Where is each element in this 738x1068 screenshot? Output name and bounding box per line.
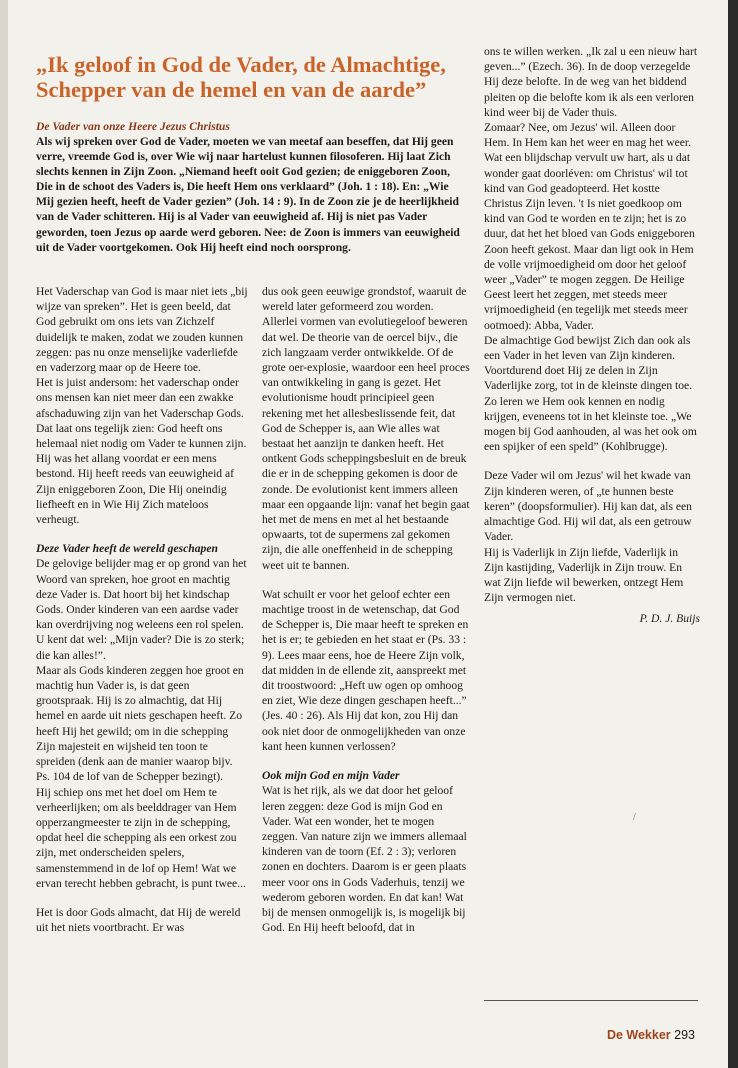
author-signature: P. D. J. Buijs <box>639 612 700 626</box>
column-right <box>484 44 700 627</box>
paragraph: Het is juist andersom: het vaderschap onder ons mensen kan niet meer dan een zwakke afschaduwing zijn van het Vaderschap Gods. <box>36 376 244 420</box>
article-intro: Als wij spreken over God de Vader, moeten we van meetaf aan beseffen, dat Hij geen verre, vreemde God is, over Wie wij naar hartelust kunnen filosoferen. Hij laat Zich slechts kennen in Zijn Zoon. „Niemand heeft ooit God gezien; de eniggeboren Zoon, Die in de schoot des Vaders is, Die heeft Hem ons verklaard” (Joh. 1 : 18). En: „Wie Mij gezien heeft, heeft de Vader gezien” (Joh. 14 : 9). In de Zoon zie je de heerlijkheid van de Vader schitteren. Hij is al Vader van eeuwigheid af. Hij is niet pas Vader geworden, toen Jezus op aarde werd geboren. Nee: de Zoon is immers van eeuwigheid uit de Vader voortgekomen. Ook Hij heeft eind noch oorsprong. <box>36 135 460 254</box>
page-footer <box>560 1028 695 1042</box>
paragraph: dus ook geen eeuwige grondstof, waaruit de wereld later geformeerd zou worden. Allerlei vormen van evolutiegeloof beweren dat wel. De theorie van de oercel bijv., die zich langzaam verder ontwikkelde. Of de grote oer-explosie, waardoor een heel proces van ontwikkeling in gang is gezet. Het evolutionisme houdt principieel geen rekening met het allesbeslissende feit, dat God de Schepper is, aan Wie alles wat bestaat het aanzijn te danken heeft. Het ontkent Gods scheppingsbesluit en de breuk die er in de schepping gekomen is door de zonde. De evolutionist kent immers alleen maar een opgaande lijn: vanaf het begin gaat het met de mens en met al het bestaande opwaarts, tot de supermens zal gekomen zijn, die alle oneffenheid in de schepping weet uit te bannen. <box>262 285 470 572</box>
footer-rule <box>484 1000 698 1001</box>
paragraph: Het Vaderschap van God is maar niet iets „bij wijze van spreken”. Het is geen beeld, dat God gebruikt om ons iets van Zichzelf duidelijk te maken, zodat we zouden kunnen zeggen: pas nu onze menselijke vaderliefde en vaderzorg maar op de Heere toe. <box>36 285 248 375</box>
paragraph: Dat laat ons tegelijk zien: God heeft ons helemaal niet nodig om Vader te kunnen zijn. Hij was het allang voordat er een mens bestond. Hij heeft reeds van eeuwigheid af Zijn eniggeboren Zoon, Die Hij oneindig liefheeft en in Wie Hij Zich mateloos verheugt. <box>36 421 247 527</box>
paragraph: Hij is Vaderlijk in Zijn liefde, Vaderlijk in Zijn kastijding, Vaderlijk in Zijn trouw. En wat Zijn liefde wil bewerken, ontzegt Hem Zijn vermogen niet. <box>484 545 684 605</box>
spacer <box>36 891 249 905</box>
paragraph: ons te willen werken. „Ik zal u een nieuw hart geven...” (Ezech. 36). In de doop verzegelde Hij deze belofte. In de weg van het biddend pleiten op die belofte kom ik als een verloren kind weer bij de Vader thuis. <box>484 45 698 119</box>
column-left <box>36 284 249 935</box>
paragraph: Maar als Gods kinderen zeggen hoe groot en machtig hun Vader is, is dat geen grootspraak. Hij is zo almachtig, dat Hij hemel en aarde uit niets geschapen heeft. Zo heeft Hij het gewild; om in die schepping Zijn majesteit en wijsheid ten toon te spreiden (denk aan de manier waarop bijv. Ps. 104 de lof van de Schepper bezingt). <box>36 663 244 784</box>
spacer <box>262 754 470 768</box>
paragraph: Zomaar? Nee, om Jezus' wil. Alleen door Hem. In Hem kan het weer en mag het weer. Wat een blijdschap vervult uw hart, als u dat wonder gaat doorléven: om Christus' wil tot kind van God geadopteerd. Het kostte Christus Zijn leven. 't Is niet goedkoop om kind van God te worden en te zijn; het is zo duur, dat het het bloed van Gods eniggeboren Zoon heeft gekost. Maar dan ligt ook in Hem de volle vrijmoedigheid om door het geloof weer „Vader” te mogen zeggen. De Heilige Geest leert het zeggen, met steeds meer vrijmoedigheid (en tegelijk met steeds meer ootmoed): Abba, Vader. <box>484 121 695 332</box>
page-right-edge <box>728 0 738 1068</box>
paragraph: Wat is het rijk, als we dat door het geloof leren zeggen: deze God is mijn God en Vader. Wat een wonder, het te mogen zeggen. Van nature zijn we immers allemaal kinderen van de toorn (Ef. 2 : 3); verloren zonen en dochters. Daarom is er geen plaats meer voor ons in Gods Vaderhuis, tenzij we wederom geboren worden. En dat kan! Wat bij de mensen onmogelijk is, is mogelijk bij God. En Hij heeft beloofd, dat in <box>262 784 467 935</box>
paragraph: Wat schuilt er voor het geloof echter een machtige troost in de wetenschap, dat God de Schepper is, Die maar heeft te spreken en het is er; te gebieden en het staat er (Ps. 33 : 9). Lees maar eens, hoe de Heere Zijn volk, dat midden in de ellende zit, aanspreekt met dit troostwoord: „Heft uw ogen op omhoog en ziet, Wie deze dingen geschapen heeft...” (Jes. 40 : 26). Als Hij dat kon, zou Hij dan ook niet door de onmogelijkheden van onze kant heen kunnen verlossen? <box>262 587 469 753</box>
paragraph: Hij schiep ons met het doel om Hem te verheerlijken; om als beelddrager van Hem opperzangmeester te zijn in de schepping, opdat heel die schepping als een orkest zou zijn, met onderscheiden spelers, samenstemmend in de lof op Hem! Wat we ervan terecht hebben gebracht, is punt twee... <box>36 785 246 890</box>
section-heading: Deze Vader heeft de wereld geschapen <box>36 542 218 556</box>
page-left-edge <box>0 0 8 1068</box>
paragraph: Deze Vader wil om Jezus' wil het kwade van Zijn kinderen weren, of „te hunnen beste keren” (doopsformulier). Hij kan dat, als een almachtige God. Hij wil dat, als een getrouw Vader. <box>484 469 692 544</box>
article-subtitle: De Vader van onze Heere Jezus Christus <box>36 120 230 133</box>
column-middle <box>262 284 470 935</box>
paragraph: De gelovige belijder mag er op grond van het Woord van spreken, hoe groot en machtig deze Vader is. Dat hoort bij het kindschap Gods. Onder kinderen van een aardse vader kan overdrijving nog weleens een rol spelen. U kent dat wel: „Mijn vader? Die is zo sterk; die kan alles!”. <box>36 557 247 662</box>
section-heading: Ook mijn God en mijn Vader <box>262 769 400 783</box>
article-title: „Ik geloof in God de Vader, de Almachtige, Schepper van de hemel en van de aarde” <box>36 52 446 102</box>
stray-mark: / <box>633 812 636 823</box>
page-number: 293 <box>674 1028 695 1042</box>
publication-name: De Wekker <box>606 1028 671 1042</box>
spacer <box>36 527 249 541</box>
paragraph: Het is door Gods almacht, dat Hij de wereld uit het niets voortbracht. Er was <box>36 905 241 935</box>
spacer <box>262 573 470 587</box>
paragraph: De almachtige God bewijst Zich dan ook als een Vader in het leven van Zijn kinderen. Voortdurend doet Hij ze delen in Zijn Vaderlijke zorg, tot in de kleinste dingen toe. Zo leren we Hem ook kennen en nodig krijgen, eveneens tot in het kleinste toe. „We mogen bij God aanhouden, al was het ook om een spijker of een speld” (Kohlbrugge). <box>484 333 697 454</box>
spacer <box>484 454 700 468</box>
